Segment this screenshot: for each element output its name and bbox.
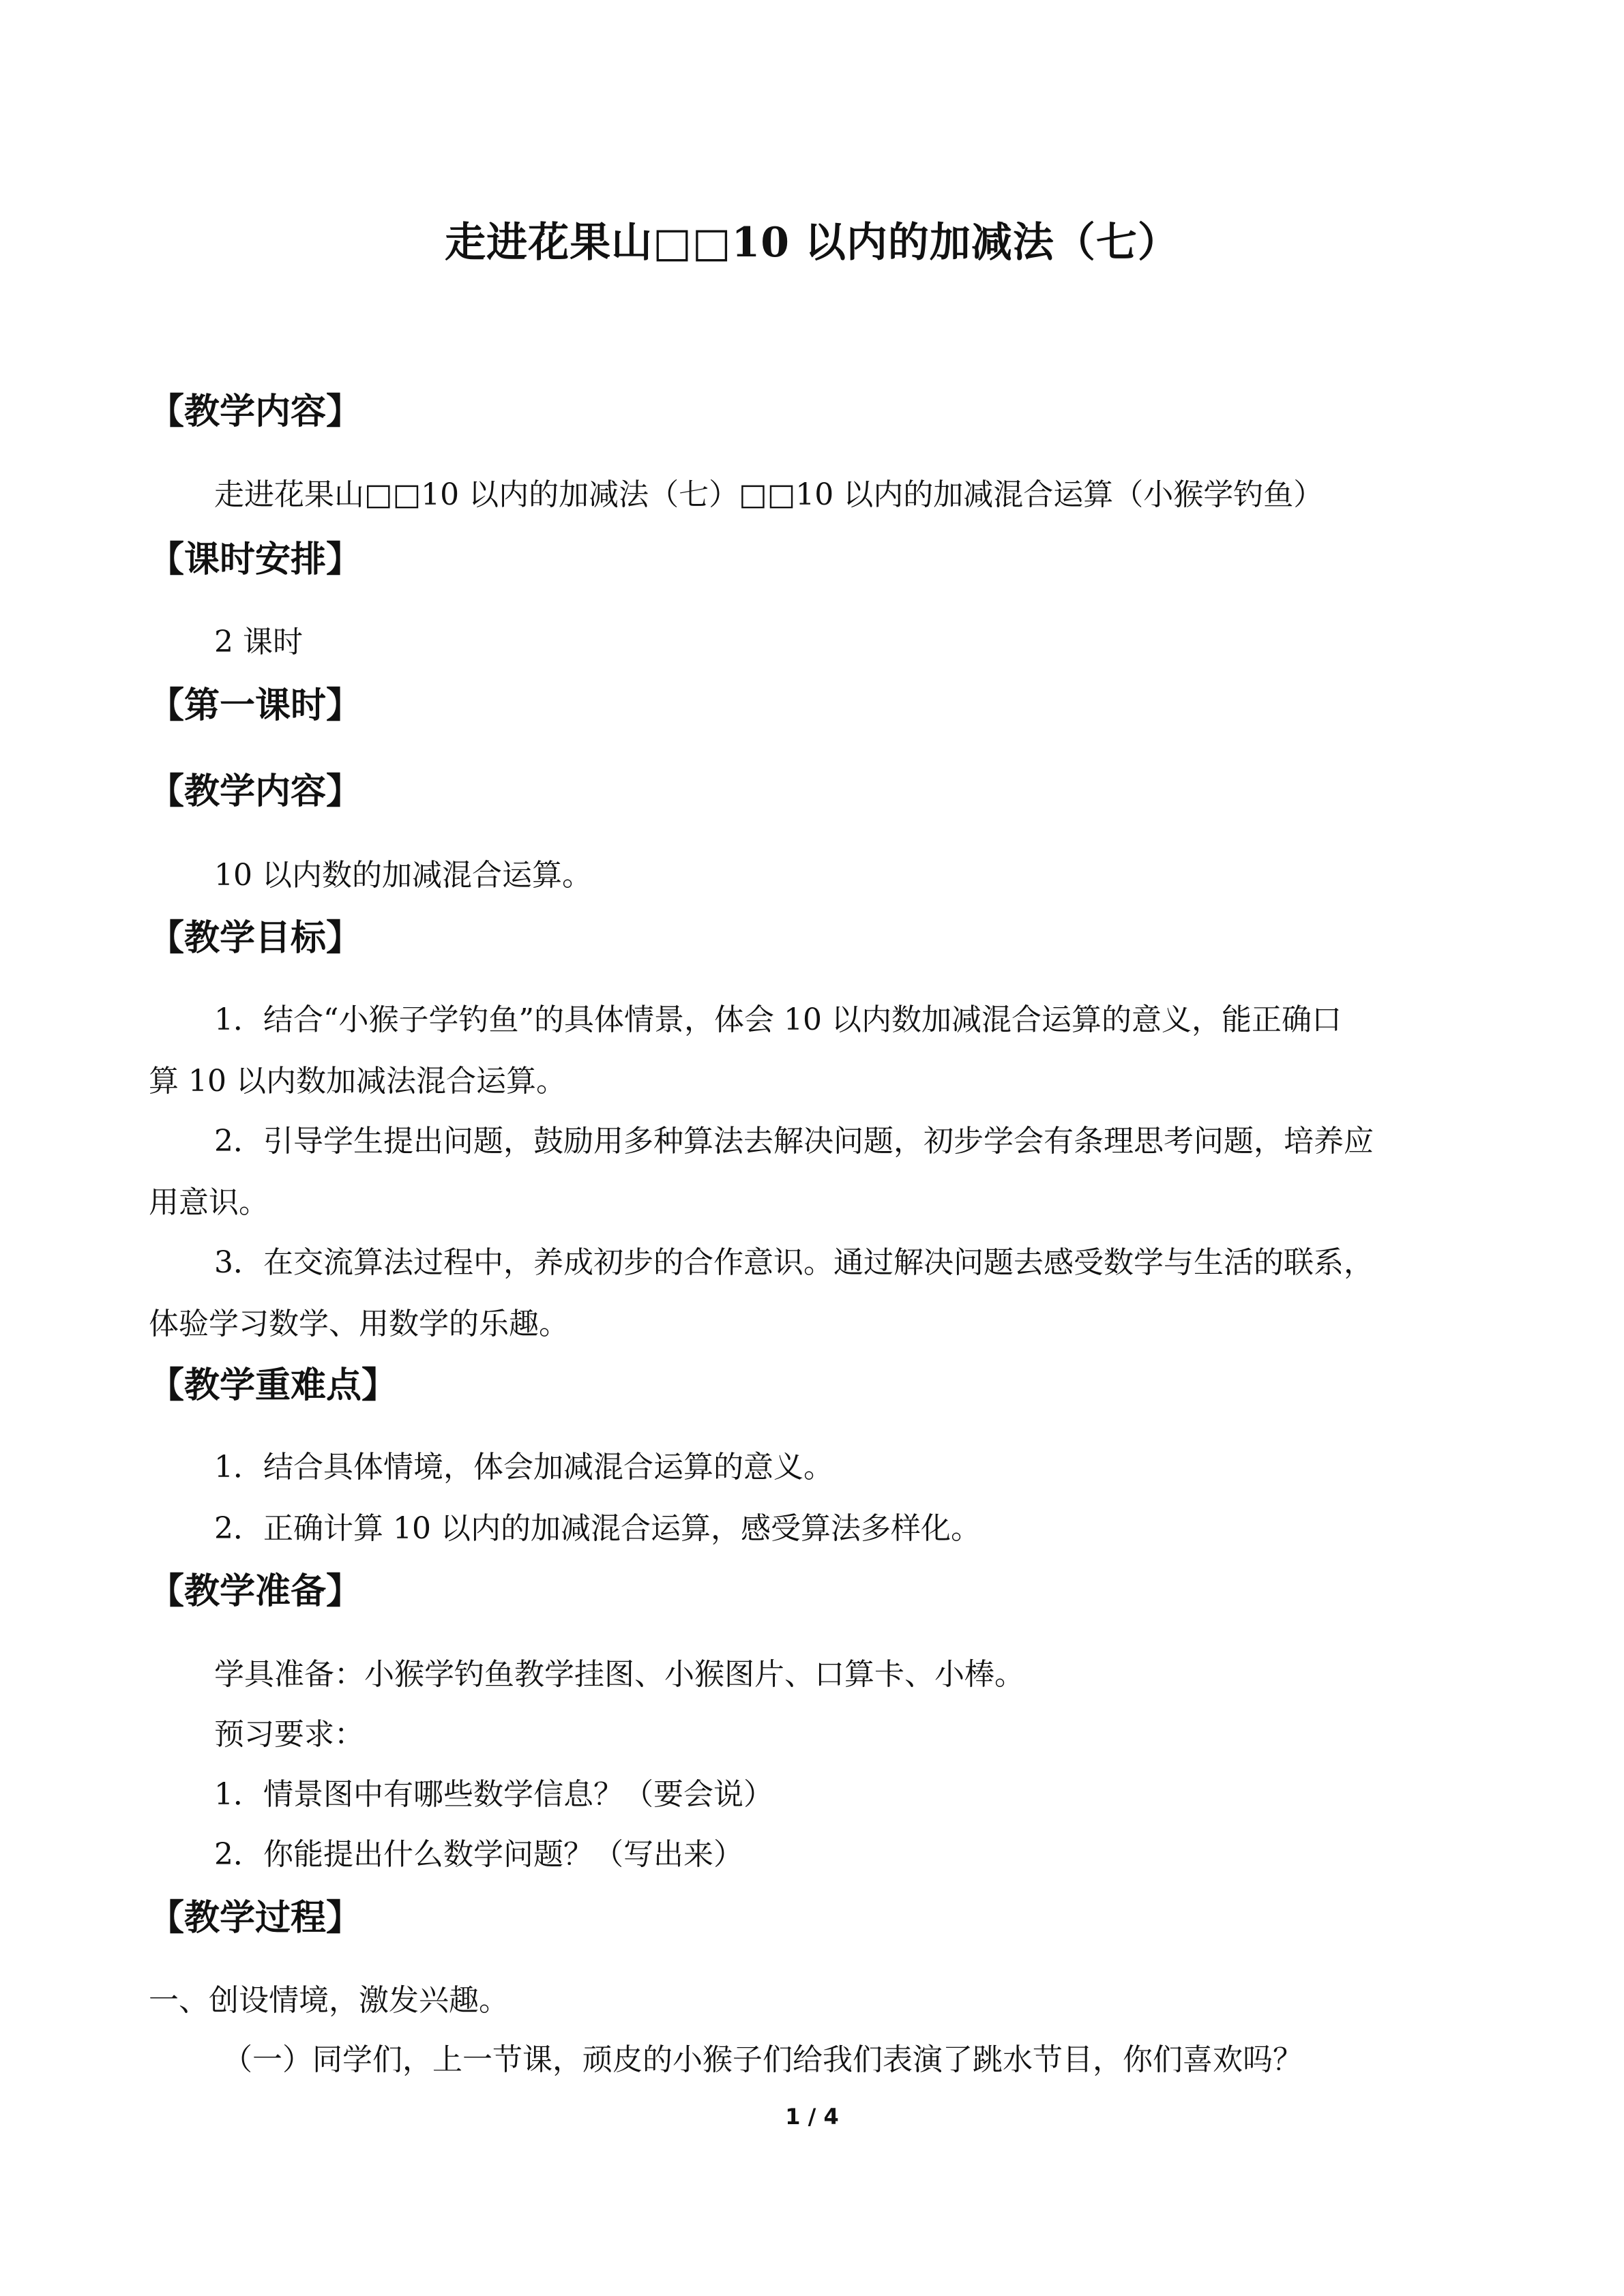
heading-process: 【教学过程】 — [149, 1897, 362, 1939]
page-title: 走进花果山□□10 以内的加减法（七） — [445, 219, 1179, 267]
schedule-text: 2 课时 — [214, 625, 303, 659]
goal-1-line-1: 1．结合“小猴子学钓鱼”的具体情景，体会 10 以内数加减混合运算的意义，能正确口 — [214, 1002, 1342, 1037]
goal-3-line-2: 体验学习数学、用数学的乐趣。 — [149, 1307, 569, 1341]
heading-teaching-content: 【教学内容】 — [149, 391, 362, 432]
goal-3-line-1: 3．在交流算法过程中，养成初步的合作意识。通过解决问题去感受数学与生活的联系， — [214, 1245, 1374, 1280]
process-step-1: 一、创设情境，激发兴趣。 — [149, 1983, 509, 2018]
heading-first-lesson: 【第一课时】 — [149, 685, 362, 726]
prep-tools: 学具准备：小猴学钓鱼教学挂图、小猴图片、口算卡、小棒。 — [214, 1657, 1024, 1692]
teaching-content-text: 走进花果山□□10 以内的加减法（七）□□10 以内的加减混合运算（小猴学钓鱼） — [214, 477, 1324, 512]
key-point-1: 1．结合具体情境，体会加减混合运算的意义。 — [214, 1450, 833, 1485]
prep-question-1: 1．情景图中有哪些数学信息？（要会说） — [214, 1777, 773, 1812]
page-number: 1 / 4 — [785, 2104, 839, 2130]
process-step-1-sub-1: （一）同学们，上一节课，顽皮的小猴子们给我们表演了跳水节目，你们喜欢吗？ — [222, 2042, 1303, 2077]
heading-key-points: 【教学重难点】 — [149, 1365, 398, 1406]
heading-preparation: 【教学准备】 — [149, 1570, 362, 1612]
heading-schedule: 【课时安排】 — [149, 539, 362, 580]
goal-2-line-1: 2．引导学生提出问题，鼓励用多种算法去解决问题，初步学会有条理思考问题，培养应 — [214, 1124, 1374, 1159]
heading-goals: 【教学目标】 — [149, 917, 362, 959]
prep-preview: 预习要求： — [214, 1717, 364, 1752]
heading-lesson1-content: 【教学内容】 — [149, 771, 362, 812]
goal-2-line-2: 用意识。 — [149, 1185, 269, 1220]
prep-question-2: 2．你能提出什么数学问题？（写出来） — [214, 1837, 743, 1872]
key-point-2: 2．正确计算 10 以内的加减混合运算，感受算法多样化。 — [214, 1511, 981, 1546]
goal-1-line-2: 算 10 以内数加减法混合运算。 — [149, 1064, 566, 1099]
lesson1-content-text: 10 以内数的加减混合运算。 — [214, 858, 592, 893]
